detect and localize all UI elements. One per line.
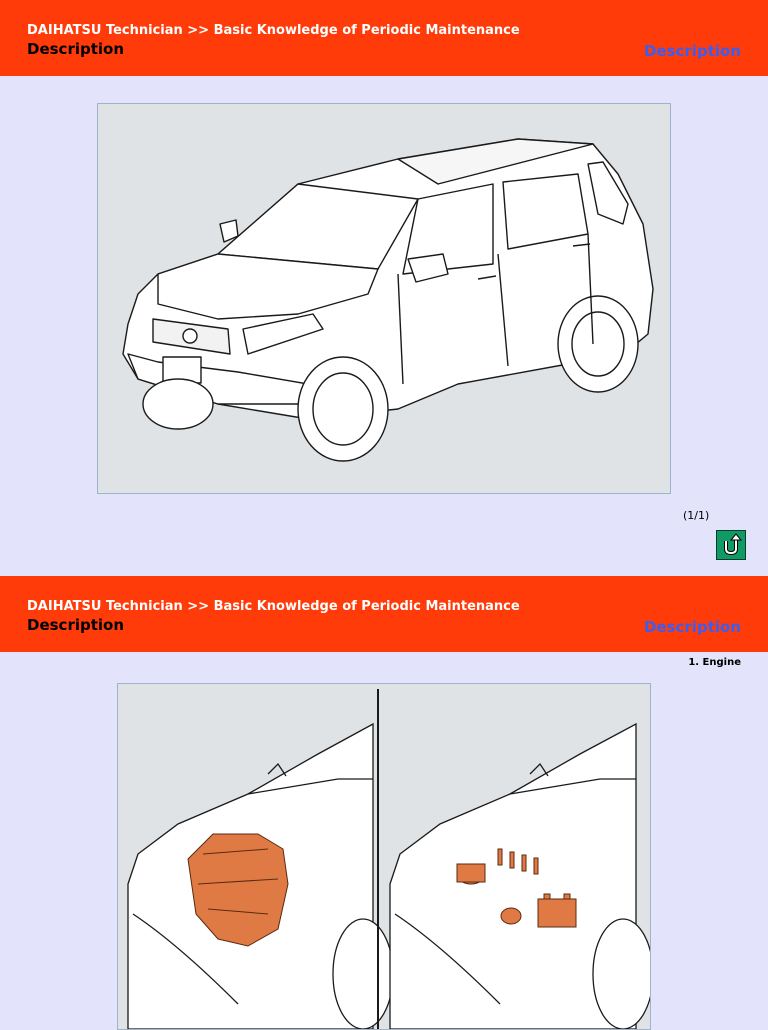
description-link-2[interactable]: Description [643,618,741,636]
page-indicator: (1/1) [683,509,710,522]
breadcrumb-2[interactable]: DAIHATSU Technician >> Basic Knowledge of Periodic Maintenance [27,599,520,614]
breadcrumb[interactable]: DAIHATSU Technician >> Basic Knowledge of Periodic Maintenance [27,23,520,38]
vehicle-illustration [97,103,671,494]
header-banner-2 [0,576,768,652]
description-link[interactable]: Description [643,42,741,60]
return-arrow-icon [717,531,745,559]
page-title: Description [27,40,125,58]
page-title-2: Description [27,616,125,634]
return-button[interactable] [716,530,746,560]
suv-line-drawing [98,104,670,493]
engine-illustration [117,683,651,1030]
engine-parts-drawing [118,684,650,1029]
section-label: 1. Engine [688,657,741,668]
header-banner [0,0,768,76]
